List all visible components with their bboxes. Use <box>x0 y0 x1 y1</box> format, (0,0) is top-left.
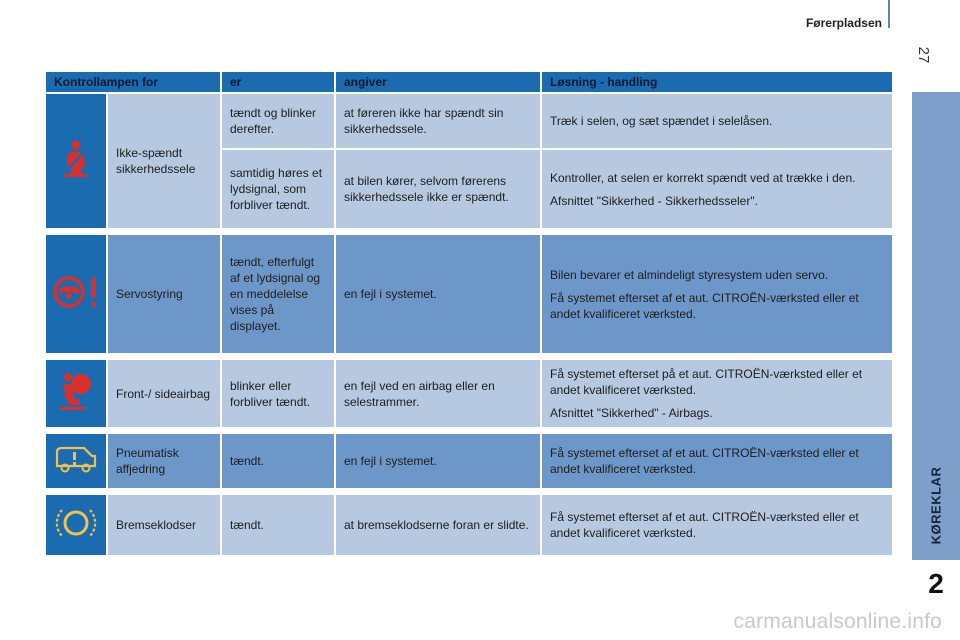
table-row <box>45 433 893 489</box>
lamp-indicates: en fejl ved en airbag eller en selestrammer. <box>335 359 541 428</box>
solution-text: Få systemet efterset af et aut. CITROËN-værksted eller et andet kvalificeret værksted. <box>550 510 859 540</box>
lamp-solution <box>541 433 893 489</box>
lamp-icon-cell <box>45 93 107 229</box>
column-header-indicates: angiver <box>335 71 541 93</box>
solution-text: Få systemet efterset af et aut. CITROËN-værksted eller et andet kvalificeret værksted. <box>550 446 859 476</box>
lamp-indicates: en fejl i systemet. <box>335 433 541 489</box>
lamp-icon-cell <box>45 433 107 489</box>
column-header-state: er <box>221 71 335 93</box>
lamp-solution <box>541 359 893 428</box>
chapter-label-text: KØREKLAR <box>928 466 944 544</box>
lamp-solution <box>541 494 893 556</box>
lamp-solution <box>541 93 893 149</box>
header-rule <box>888 0 890 28</box>
lamp-indicates: en fejl i systemet. <box>335 234 541 354</box>
table-row <box>45 494 893 556</box>
seatbelt-warning-icon <box>59 139 93 183</box>
lamp-name: Servostyring <box>107 234 221 354</box>
solution-text: Træk i selen, og sæt spændet i selelåsen. <box>550 114 773 128</box>
lamp-state: tændt. <box>221 494 335 556</box>
lamp-name: Front-/ sideairbag <box>107 359 221 428</box>
chapter-label <box>912 455 960 555</box>
lamp-solution <box>541 234 893 354</box>
lamp-indicates: at føreren ikke har spændt sin sikkerhedssele. <box>335 93 541 149</box>
lamp-state: samtidig høres et lydsignal, som forbliver tændt. <box>221 149 335 229</box>
lamp-name: Ikke-spændt sikkerhedssele <box>107 93 221 229</box>
solution-text: Kontroller, at selen er korrekt spændt ved at trække i den. <box>550 170 856 185</box>
lamp-state: tændt. <box>221 433 335 489</box>
chapter-number: 2 <box>912 560 960 608</box>
solution-reference: Afsnittet "Sikkerhed - Sikkerhedsseler". <box>550 193 758 208</box>
warning-lamps-table <box>44 70 894 557</box>
brake-pads-warning-icon <box>54 501 98 549</box>
solution-text: Bilen bevarer et almindeligt styresystem uden servo. <box>550 267 829 282</box>
airbag-warning-icon <box>56 371 96 417</box>
lamp-state: blinker eller forbliver tændt. <box>221 359 335 428</box>
table-row <box>45 359 893 428</box>
lamp-state: tændt, efterfulgt af et lydsignal og en meddelelse vises på displayet. <box>221 234 335 354</box>
column-header-lamp: Kontrollampen for <box>45 71 221 93</box>
power-steering-warning-icon <box>49 272 103 316</box>
lamp-name: Pneumatisk affjedring <box>107 433 221 489</box>
lamp-indicates: at bremseklodserne foran er slidte. <box>335 494 541 556</box>
lamp-icon-cell <box>45 234 107 354</box>
column-header-solution: Løsning - handling <box>541 71 893 93</box>
solution-reference: Afsnittet "Sikkerhed" - Airbags. <box>550 406 713 420</box>
solution-text: Få systemet efterset af et aut. CITROËN-værksted eller et andet kvalificeret værksted. <box>550 290 859 321</box>
lamp-name: Bremseklodser <box>107 494 221 556</box>
pneumatic-suspension-warning-icon <box>54 442 98 480</box>
section-title: Førerpladsen <box>805 16 882 30</box>
lamp-state: tændt og blinker derefter. <box>221 93 335 149</box>
table-row <box>45 234 893 354</box>
table-header-row <box>45 71 893 93</box>
solution-text: Få systemet efterset på et aut. CITROËN-værksted eller et andet kvalificeret værksted. <box>550 367 863 397</box>
table-row <box>45 93 893 149</box>
page-number: 27 <box>915 46 933 64</box>
lamp-indicates: at bilen kører, selvom førerens sikkerhedssele ikke er spændt. <box>335 149 541 229</box>
lamp-icon-cell <box>45 494 107 556</box>
lamp-solution <box>541 149 893 229</box>
lamp-icon-cell <box>45 359 107 428</box>
watermark: carmanualsonline.info <box>733 610 942 633</box>
